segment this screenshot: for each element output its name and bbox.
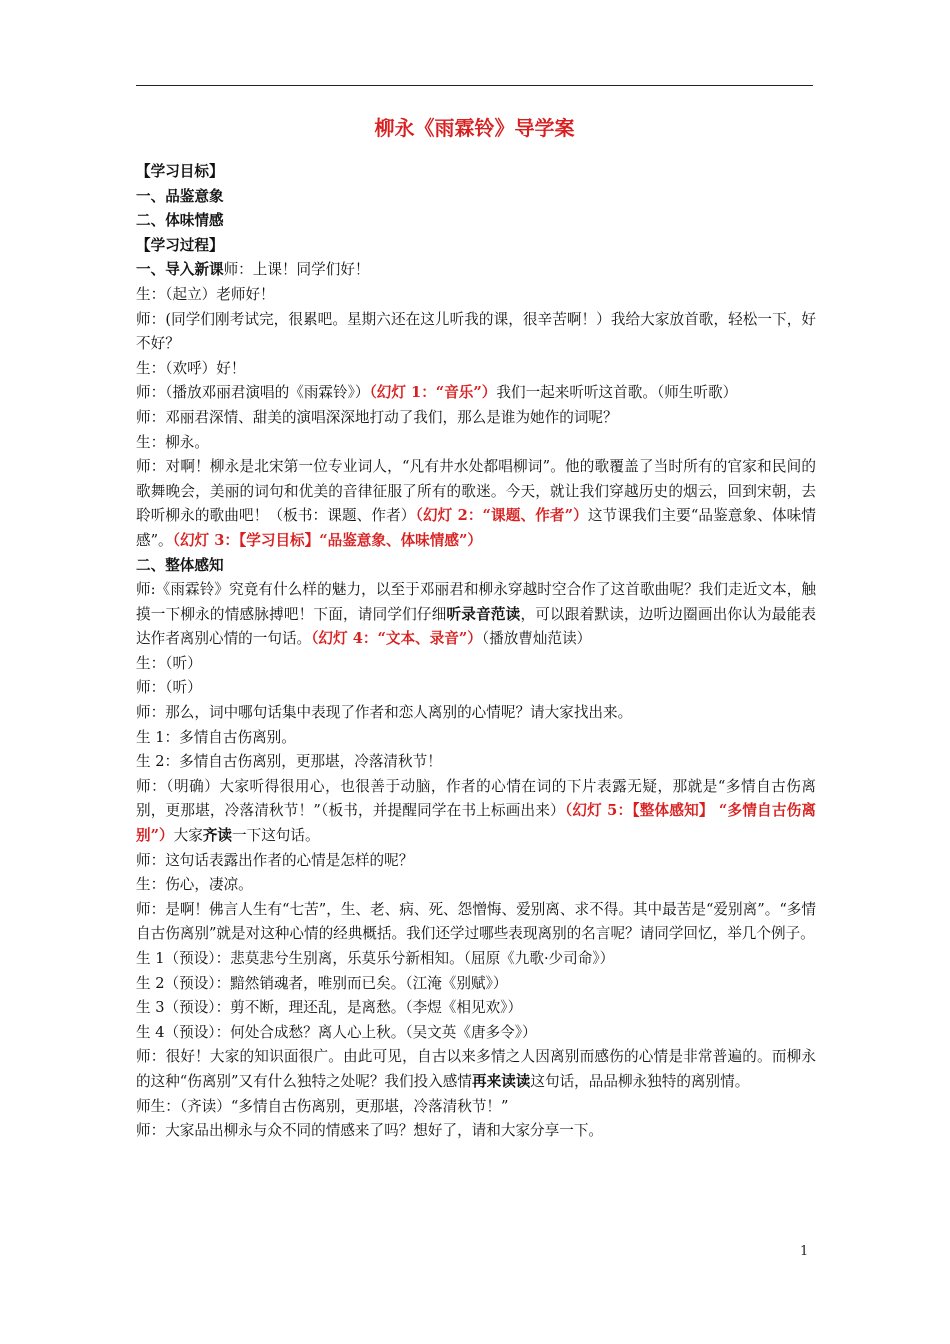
paragraph	[136, 775, 816, 849]
text-run: 师：（明确）大家听得很用心，也很善于动脑，作者的心情在词的下片表露无疑，那就是“多情自古伤离别，更那堪，冷落清秋节！”（板书，并提醒同学在书上标画出来）	[136, 777, 816, 820]
text-run: 生 1（预设）：悲莫悲兮生别离，乐莫乐兮新相知。（屈原《九歌·少司命》）	[136, 950, 615, 967]
text-run: 师：上课！同学们好！	[223, 261, 370, 279]
paragraph	[136, 283, 816, 308]
bold-text: 听录音范读	[446, 605, 521, 623]
bold-text: 再来读读	[472, 1072, 531, 1090]
text-run: 生：柳永。	[136, 433, 209, 451]
text-run: ，可以跟着默读，边听边圈画出你认为最能表达作者离别心情的一句话。	[136, 605, 816, 648]
paragraph	[136, 898, 816, 947]
bold-text: 【学习目标】	[136, 163, 224, 180]
bold-text: 一、品鉴意象	[136, 187, 224, 205]
slide-note: （幻灯 3：【学习目标】“品鉴意象、体味情感”）	[172, 531, 482, 549]
text-run: 生 3（预设）：剪不断，理还乱，是离愁。（李煜《相见欢》）	[136, 999, 523, 1017]
paragraph	[136, 431, 816, 456]
paragraph	[136, 701, 816, 726]
paragraph	[136, 1119, 816, 1144]
paragraph	[136, 726, 816, 751]
text-run: 师：很好！大家的知识面很广。由此可见，自古以来多情之人因离别而感伤的心情是非常普遍的。而柳永的这种“伤离别”又有什么独特之处呢？我们投入感情	[136, 1048, 816, 1090]
bold-text: 一、导入新课	[136, 261, 224, 279]
slide-note: （幻灯 5：【整体感知】 “多情自古伤离别”）	[136, 802, 816, 845]
paragraph	[136, 1021, 816, 1046]
paragraph	[136, 308, 816, 357]
text-run: 生：（起立）老师好！	[136, 285, 275, 303]
text-run: 我们一起来听听这首歌。（师生听歌）	[496, 384, 738, 402]
text-run: 师：这句话表露出作者的心情是怎样的呢？	[136, 851, 414, 869]
text-run: 师：（播放邓丽君演唱的《雨霖铃》）	[136, 384, 370, 402]
text-run: 师：大家品出柳永与众不同的情感来了吗？想好了，请和大家分享一下。	[136, 1122, 604, 1140]
text-run: 师：邓丽君深情、甜美的演唱深深地打动了我们，那么是谁为她作的词呢？	[136, 408, 618, 426]
bold-text: 二、体味情感	[136, 212, 224, 230]
paragraph	[136, 234, 816, 259]
text-run: 生 2（预设）：黯然销魂者，唯别而已矣。（江淹《别赋》）	[136, 974, 508, 992]
bold-text: 二、整体感知	[136, 556, 224, 574]
paragraph	[136, 972, 816, 997]
paragraph	[136, 554, 816, 579]
text-run: 大家	[173, 827, 203, 845]
bold-text: 【学习过程】	[136, 236, 224, 254]
text-run: 这节课我们主要“品鉴意象、体味情感”。	[136, 507, 816, 549]
text-run: 师：（听）	[136, 679, 202, 697]
paragraph	[136, 160, 816, 185]
paragraph	[136, 209, 816, 234]
paragraph	[136, 849, 816, 874]
text-run: 师：(同学们刚考试完，很累吧。星期六还在这儿听我的课，很辛苦啊！）我给大家放首歌，轻松一下，好不好？	[136, 310, 816, 353]
bold-text: 齐读	[202, 827, 232, 845]
paragraph	[136, 381, 816, 406]
text-run: 师:《雨霖铃》究竟有什么样的魅力，以至于邓丽君和柳永穿越时空合作了这首歌曲呢？我们走近文本，触摸一下柳永的情感脉搏吧！下面，请同学们仔细	[136, 581, 816, 623]
text-run: 师：那么，词中哪句话集中表现了作者和恋人离别的心情呢？请大家找出来。	[136, 704, 633, 722]
paragraph	[136, 185, 816, 210]
paragraph	[136, 357, 816, 382]
text-run: 生 4（预设）：何处合成愁？离人心上秋。（吴文英《唐多令》）	[136, 1023, 537, 1041]
text-run: 这句话，品品柳永独特的离别情。	[530, 1072, 750, 1090]
paragraph	[136, 1095, 816, 1120]
slide-note: （幻灯 2：“课题、作者”）	[415, 507, 588, 525]
paragraph	[136, 652, 816, 677]
paragraph	[136, 455, 816, 553]
paragraph	[136, 406, 816, 431]
paragraph	[136, 258, 816, 283]
paragraph	[136, 1045, 816, 1094]
paragraph	[136, 947, 816, 972]
slide-note: （幻灯 1：“音乐”）	[369, 384, 497, 402]
text-run: 生：（听）	[136, 654, 202, 672]
text-run: 一下这句话。	[232, 827, 320, 845]
text-run: 师：是啊！佛言人生有“七苦”，生、老、病、死、怨憎悔、爱别离、求不得。其中最苦是“爱别离”。“多情自古伤离别”就是对这种心情的经典概括。我们还学过哪些表现离别的名言呢？请同学回忆，举几个例子。	[136, 900, 816, 943]
page-number: 1	[800, 1244, 809, 1259]
paragraph	[136, 996, 816, 1021]
page-title: 柳永《雨霖铃》导学案	[374, 116, 575, 140]
text-run: 生：伤心，凄凉。	[136, 876, 253, 894]
paragraph	[136, 676, 816, 701]
header-rule	[136, 85, 813, 86]
text-run: 生 2：多情自古伤离别，更那堪，冷落清秋节！	[136, 753, 442, 771]
text-run: 生 1：多情自古伤离别。	[136, 728, 296, 746]
text-run: 生：（欢呼）好！	[136, 359, 246, 377]
slide-note: （幻灯 4：“文本、录音”）	[311, 630, 482, 648]
paragraph	[136, 750, 816, 775]
text-run: 师：对啊！柳永是北宋第一位专业词人，“凡有井水处都唱柳词”。他的歌覆盖了当时所有的官家和民间的歌舞晚会，美丽的词句和优美的音律征服了所有的歌迷。今天，就让我们穿越历史的烟云，回到宋朝，去聆听柳永的歌曲吧！（板书：课题、作者）	[136, 458, 816, 525]
document-body	[136, 160, 816, 1144]
paragraph	[136, 578, 816, 652]
text-run: （播放曹灿范读）	[481, 630, 592, 648]
paragraph	[136, 873, 816, 898]
text-run: 师生：（齐读）“多情自古伤离别，更那堪，冷落清秋节！”	[136, 1097, 509, 1115]
